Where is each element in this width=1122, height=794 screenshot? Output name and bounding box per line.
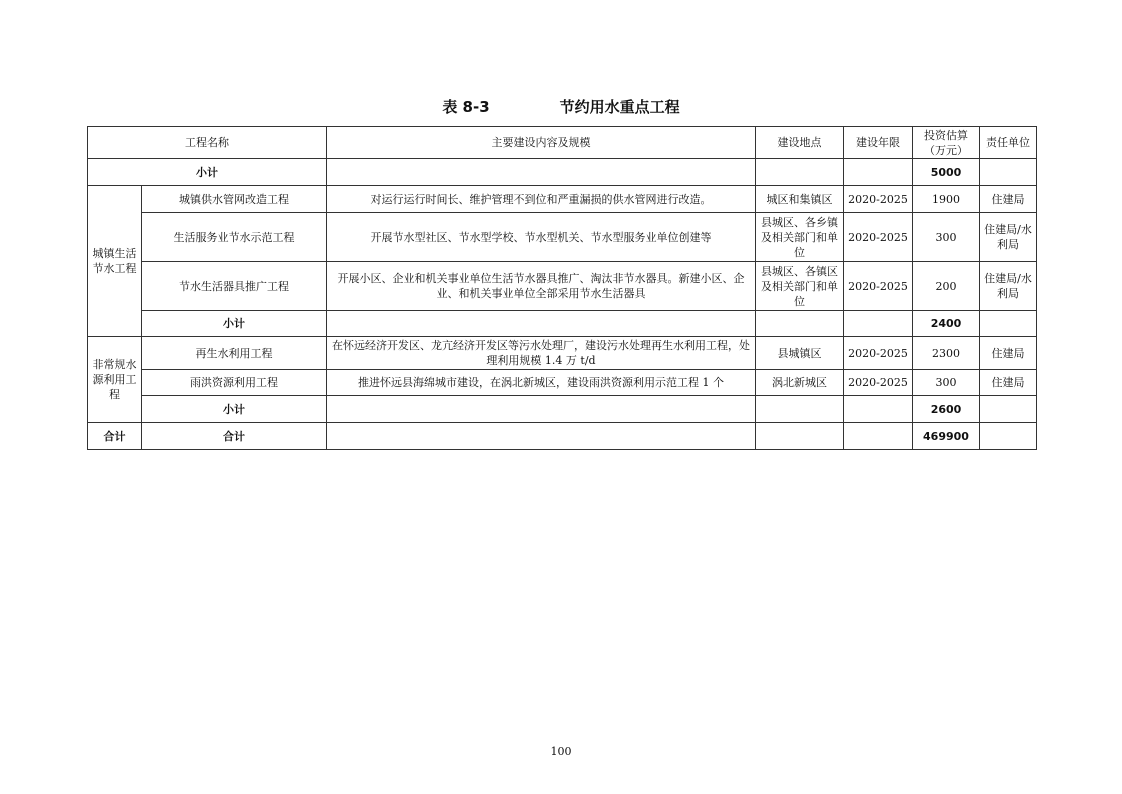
- project-content: 开展小区、企业和机关事业单位生活节水器具推广、淘汰非节水器具。新建小区、企业、和机关事业单位全部采用节水生活器具: [327, 262, 756, 311]
- table-number: 表 8-3: [442, 97, 490, 116]
- page-number: 100: [550, 745, 572, 758]
- project-name: 节水生活器具推广工程: [142, 262, 327, 311]
- project-investment: 300: [913, 213, 980, 262]
- header-location: 建设地点: [756, 127, 844, 159]
- subtotal-label: 小计: [88, 159, 327, 186]
- subtotal-label: 小计: [142, 396, 327, 423]
- subtotal-label: 小计: [142, 311, 327, 337]
- project-responsible: 住建局: [980, 186, 1037, 213]
- project-responsible: 住建局/水利局: [980, 262, 1037, 311]
- project-location: 县城区、各镇区及相关部门和单位: [756, 262, 844, 311]
- table-row: [88, 262, 1037, 311]
- project-period: 2020-2025: [844, 213, 913, 262]
- project-location: 县城镇区: [756, 337, 844, 370]
- subtotal-investment: 2400: [913, 311, 980, 337]
- project-investment: 200: [913, 262, 980, 311]
- project-content: 对运行运行时间长、维护管理不到位和严重漏损的供水管网进行改造。: [327, 186, 756, 213]
- header-responsible: 责任单位: [980, 127, 1037, 159]
- header-investment: 投资估算（万元）: [913, 127, 980, 159]
- project-investment: 300: [913, 370, 980, 396]
- water-saving-projects-table: [87, 126, 1037, 450]
- project-name: 城镇供水管网改造工程: [142, 186, 327, 213]
- project-name: 再生水利用工程: [142, 337, 327, 370]
- subtotal-row-unconventional: [88, 396, 1037, 423]
- project-investment: 2300: [913, 337, 980, 370]
- category-unconventional: 非常规水源利用工程: [88, 337, 142, 423]
- total-label: 合计: [88, 423, 142, 450]
- total-investment: 469900: [913, 423, 980, 450]
- project-responsible: 住建局: [980, 337, 1037, 370]
- table-name: 节约用水重点工程: [559, 97, 680, 116]
- table-row: [88, 337, 1037, 370]
- header-content: 主要建设内容及规模: [327, 127, 756, 159]
- project-period: 2020-2025: [844, 370, 913, 396]
- project-period: 2020-2025: [844, 337, 913, 370]
- project-location: 城区和集镇区: [756, 186, 844, 213]
- project-content: 开展节水型社区、节水型学校、节水型机关、节水型服务业单位创建等: [327, 213, 756, 262]
- header-row: [88, 127, 1037, 159]
- project-responsible: 住建局/水利局: [980, 213, 1037, 262]
- subtotal-row-urban: [88, 311, 1037, 337]
- table-row: [88, 186, 1037, 213]
- subtotal-row-top: [88, 159, 1037, 186]
- header-project-name: 工程名称: [88, 127, 327, 159]
- project-location: 涡北新城区: [756, 370, 844, 396]
- header-period: 建设年限: [844, 127, 913, 159]
- project-name: 雨洪资源利用工程: [142, 370, 327, 396]
- category-urban: 城镇生活节水工程: [88, 186, 142, 337]
- table-title: [0, 94, 1122, 118]
- project-location: 县城区、各乡镇及相关部门和单位: [756, 213, 844, 262]
- project-content: 在怀远经济开发区、龙亢经济开发区等污水处理厂，建设污水处理再生水利用工程，处理利用规模 1.4 万 t/d: [327, 337, 756, 370]
- subtotal-investment: 5000: [913, 159, 980, 186]
- total-label-secondary: 合计: [142, 423, 327, 450]
- subtotal-investment: 2600: [913, 396, 980, 423]
- project-period: 2020-2025: [844, 186, 913, 213]
- project-responsible: 住建局: [980, 370, 1037, 396]
- table-row: [88, 370, 1037, 396]
- table-row: [88, 213, 1037, 262]
- total-row: [88, 423, 1037, 450]
- project-content: 推进怀远县海绵城市建设，在涡北新城区，建设雨洪资源利用示范工程 1 个: [327, 370, 756, 396]
- project-investment: 1900: [913, 186, 980, 213]
- project-name: 生活服务业节水示范工程: [142, 213, 327, 262]
- project-period: 2020-2025: [844, 262, 913, 311]
